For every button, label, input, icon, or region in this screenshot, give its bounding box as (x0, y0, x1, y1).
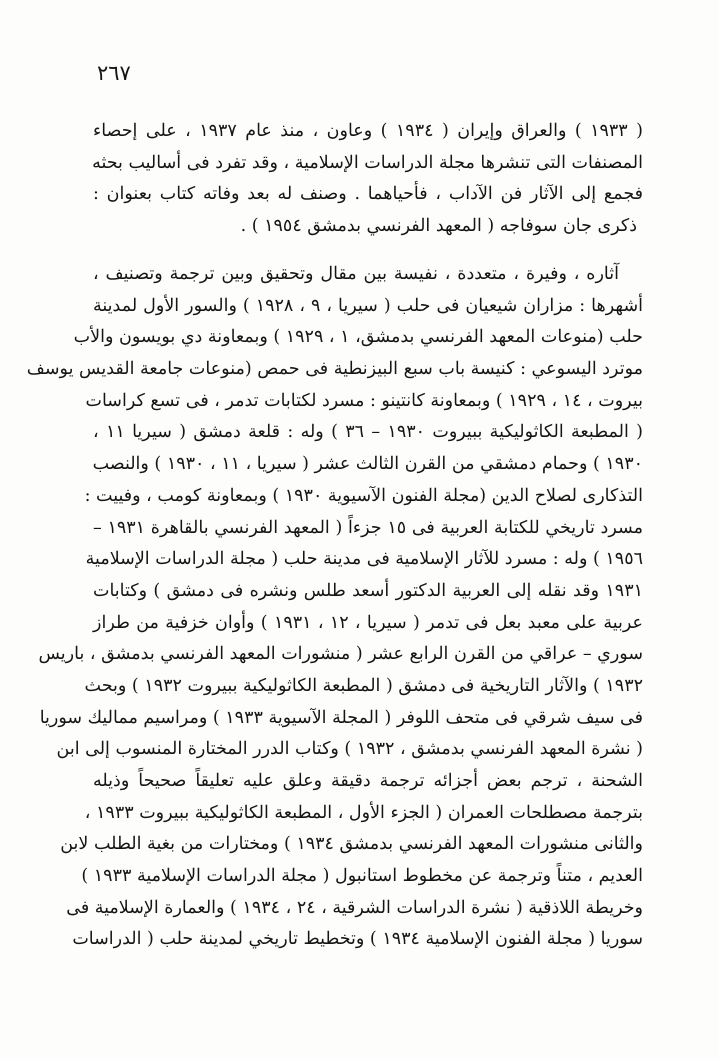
text-line: العديم ، متناً وترجمة عن مخطوط استانبول ( مجلة الدراسات الإسلامية ١٩٣٣ ) (81, 866, 643, 887)
text-line: آثاره ، وفيرة ، متعددة ، نفيسة بين مقال وتحقيق وبين ترجمة وتصنيف ، (93, 264, 619, 284)
text-line: الشحنة ، ترجم بعض أجزائه ترجمة دقيقة وعلق عليه تعليقاً صحيحاً وذيله (93, 771, 644, 791)
text-line: عربية على معبد بعل فى تدمر ( سيريا ، ١٢ ، ١٩٣١ ) وأوان خزفية من طراز (93, 612, 643, 633)
text-line: موترد اليسوعي : كنيسة باب سبع البيزنطية فى حمص (منوعات جامعة القديس يوسف (26, 359, 643, 380)
text-line: ١٩٣٢ ) والآثار التاريخية فى دمشق ( المطبعة الكاثوليكية ببيروت ١٩٣٢ ) وبحث (84, 675, 643, 696)
text-line: ذكرى جان سوفاجه ( المعهد الفرنسي بدمشق ١٩٥٤ ) . (240, 215, 637, 236)
paragraph-1 (93, 116, 643, 242)
text-line: بترجمة مصطلحات العمران ( الجزء الأول ، المطبعة الكاثوليكية ببيروت ١٩٣٣ ، (84, 802, 643, 823)
text-line: حلب (منوعات المعهد الفرنسي بدمشق، ١ ، ١٩٢٩ ) وبمعاونة دي بويسون والأب (73, 327, 643, 348)
paragraph-2 (26, 259, 644, 956)
text-line: ( المطبعة الكاثوليكية ببيروت ١٩٣٠ – ٣٦ ) وله : قلعة دمشق ( سيريا ١١ ، (93, 422, 643, 443)
text-line: وخريطة اللاذقية ( نشرة الدراسات الشرقية ، ٢٤ ، ١٩٣٤ ) والعمارة الإسلامية فى (66, 897, 643, 918)
text-line: ١٩٥٦ ) وله : مسرد للآثار الإسلامية فى مدينة حلب ( مجلة الدراسات الإسلامية (85, 549, 643, 570)
text-line: ١٩٣٠ ) وحمام دمشقي من القرن الثالث عشر ( سيريا ، ١١ ، ١٩٣٠ ) والنصب (92, 454, 643, 475)
text-line: أشهرها : مزاران شيعيان فى حلب ( سيريا ، ٩ ، ١٩٢٨ ) والسور الأول لمدينة (93, 295, 643, 316)
text-line: سوريا ( مجلة الفنون الإسلامية ١٩٣٤ ) وتخطيط تاريخي لمدينة حلب ( الدراسات (72, 929, 643, 950)
text-line: المصنفات التى تنشرها مجلة الدراسات الإسلامية ، وقد تفرد فى أساليب بحثه (92, 152, 643, 173)
text-line: ١٩٣١ وقد نقله إلى العربية الدكتور أسعد طلس ونشره فى دمشق ) وكتابات (93, 580, 643, 601)
text-line: بيروت ، ١٤ ، ١٩٢٩ ) وبمعاونة كانتينو : مسرد لكتابات تدمر ، فى تسع كراسات (85, 390, 643, 411)
page-number: ٢٦٧ (97, 61, 131, 85)
text-line: فى سيف شرقي فى متحف اللوفر ( المجلة الآسيوية ١٩٣٣ ) ومراسيم مماليك سوريا (39, 707, 643, 728)
text-line: ( ١٩٣٣ ) والعراق وإيران ( ١٩٣٤ ) وعاون ، منذ عام ١٩٣٧ ، على إحصاء (93, 121, 643, 141)
text-line: سوري – عراقي من القرن الرابع عشر ( منشورات المعهد الفرنسي بدمشق ، باريس (38, 644, 643, 665)
text-line: التذكارى لصلاح الدين (مجلة الفنون الآسيوية ١٩٣٠ ) وبمعاونة كومب ، وفييت : (84, 485, 643, 506)
text-line: ( نشرة المعهد الفرنسي بدمشق ، ١٩٣٢ ) وكتاب الدرر المختارة المنسوب إلى ابن (56, 739, 643, 760)
text-line: والثانى منشورات المعهد الفرنسي بدمشق ١٩٣٤ ) ومختارات من بغية الطلب لابن (60, 834, 643, 855)
text-line: فجمع إلى الآثار فن الآداب ، فأحياهما . وصنف له بعد وفاته كتاب بعنوان : (93, 184, 643, 204)
text-line: مسرد تاريخي للكتابة العربية فى ١٥ جزءاً ( المعهد الفرنسي بالقاهرة ١٩٣١ – (93, 517, 643, 538)
